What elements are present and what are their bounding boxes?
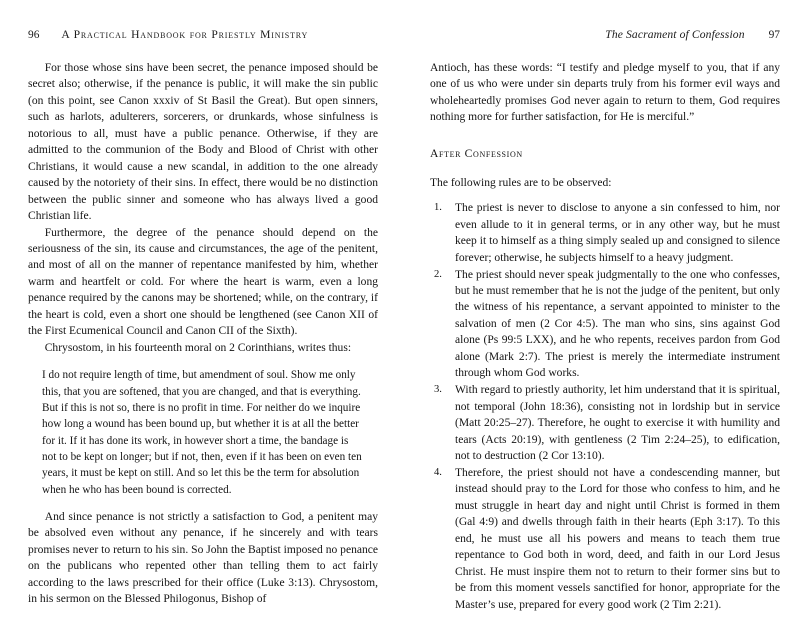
rule-item-2-text: The priest should never speak judgmentally to the one who confesses, but he must remember that he is not the judge of the penitent, but only the witness of his repentance, a servant appointed to minister to the salvation of men (2 Cor 4:5). The man who sins, sins against God alone (Ps 99:5 LXX), and he who repents, receives pardon from God alone (Mark 2:7). The priest is merely the intermediate instrument through whom God works.	[455, 268, 780, 380]
verso-running-head	[28, 28, 378, 46]
verso-running-title: A Practical Handbook for Priestly Ministry	[61, 28, 309, 41]
verso-block-quote-text: I do not require length of time, but amendment of soul. Show me only this, that you are softened, that you are changed, and that is everything. But if this is not so, there is no profit in time. For neither do we inquire how long a wound has been bound up, but whether it is at all the better for it. If it has done its work, in however short a time, the bandage is not to be kept on longer; but if not, then, even if it has been on even ten years, it must be kept on still. And so let this be the term for absolution when he who has been bound is corrected.	[42, 369, 362, 496]
recto-paragraph-1: Antioch, has these words: “I testify and pledge myself to you, that if any one of us who were under sin departs truly from his former evil ways and wholeheartedly promises God never again to return to them, God requires nothing more for further satisfaction, for He is merciful.”	[430, 62, 780, 124]
verso-block-quote	[28, 367, 378, 498]
recto-running-head	[430, 28, 780, 46]
recto-text-column	[430, 60, 780, 613]
rule-item-1	[430, 200, 780, 266]
verso-paragraph-4: And since penance is not strictly a satisfaction to God, a penitent may be absolved even without any penance, if he sincerely and with tears promises never to return to his sin. So John the Baptist imposed no penance on the publicans who repented other than telling them to act fairly according to the laws prescribed for their office (Luke 3:13). Chrysostom, in his sermon on the Blessed Philogonus, Bishop of	[28, 510, 378, 606]
rule-item-3-text: With regard to priestly authority, let him understand that it is spiritual, not temporal (John 18:36), consisting not in lordship but in service (Matt 20:25–27). Therefore, he ought to exercise it with humility and tears (Acts 20:19), with gentleness (2 Tim 2:24–25), to edification, not to destruction (2 Cor 13:10).	[455, 384, 780, 463]
verso-folio: 96	[28, 29, 40, 41]
verso-text-column	[28, 60, 378, 608]
recto-lede: The following rules are to be observed:	[430, 176, 612, 189]
verso-paragraph-1: For those whose sins have been secret, the penance imposed should be secret also; otherwise, if the penance is public, it will make the sin public (on this point, see Canon xxxiv of St Basil the Great). But open sinners, such as harlots, adulterers, sorcerers, or drunkards, whose sinfulness is notorious to all, must have a public penance. Otherwise, if they are admitted to the communion of the Body and Blood of Christ with other Christians, it would cause a new scandal, in addition to the one already caused by the notoriety of their sins. In effect, there would be no distinction between the public sinner and someone who has always lived a good Christian life.	[28, 62, 378, 223]
section-heading-after-confession: After Confession	[430, 146, 523, 160]
rule-item-4-text: Therefore, the priest should not have a condescending manner, but instead should pray to the Lord for those who confess to him, and he must struggle in heart day and night until Christ is formed in them (Gal 4:9) and dwells through faith in their hearts (Eph 3:17). To this end, he must use all his powers and means to teach them true repentance to God both in word, deed, and faith in our Lord Jesus Christ. He must inspire them not to return to their former sins but to be from this moment vessels sanctified for honor, appropriate for the Master’s use, prepared for every good work (2 Tim 2:21).	[455, 467, 780, 611]
recto-running-title: The Sacrament of Confession	[605, 28, 745, 41]
rule-item-4	[430, 465, 780, 613]
recto-folio: 97	[768, 29, 780, 41]
verso-paragraph-3: Chrysostom, in his fourteenth moral on 2 Corinthians, writes thus:	[44, 341, 352, 354]
rule-item-2	[430, 267, 780, 382]
rules-list	[430, 200, 780, 613]
rule-item-1-text: The priest is never to disclose to anyone a sin confessed to him, nor even allude to it in general terms, or in any other way, but he must keep it to himself as a thing simply sealed up and consigned to silence forever; otherwise, he subjects himself to a heavy judgment.	[455, 202, 780, 264]
recto-page	[405, 0, 810, 644]
rule-item-3	[430, 382, 780, 464]
verso-paragraph-2: Furthermore, the degree of the penance should depend on the seriousness of the sin, its cause and circumstances, the age of the penitent, and most of all on the manner of repentance manifested by him, whether warm and heartfelt or cold. For where the heart is warm, even a long penance required by the canons may be shortened; while, on the contrary, if the heart is cold, even a short one should be lengthened (see Canon XII of the First Ecumenical Council and Canon CII of the Sixth).	[28, 226, 378, 338]
